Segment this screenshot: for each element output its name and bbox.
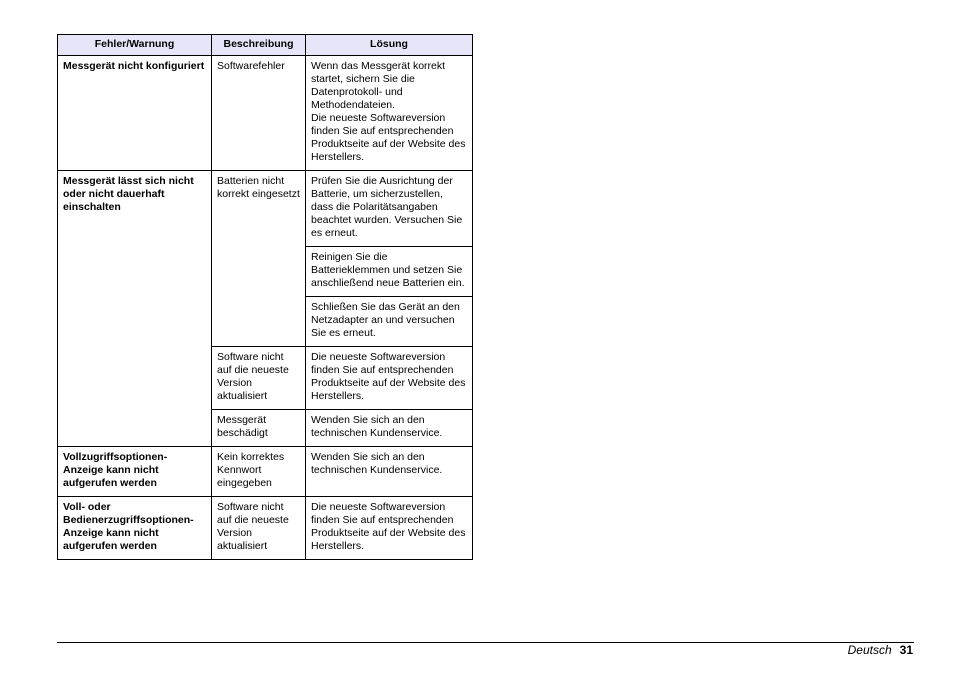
footer-divider — [57, 642, 914, 643]
page-number: 31 — [899, 643, 913, 657]
description-cell: Softwarefehler — [212, 56, 306, 171]
troubleshooting-table — [57, 34, 473, 560]
error-cell: Messgerät lässt sich nicht oder nicht dauerhaft einschalten — [58, 171, 212, 447]
footer-language: Deutsch — [847, 643, 892, 657]
table-row — [58, 447, 473, 497]
solution-cell: Die neueste Softwareversion finden Sie auf entsprechenden Produktseite auf der Website des Herstellers. — [306, 347, 473, 410]
description-cell: Software nicht auf die neueste Version aktualisiert — [212, 347, 306, 410]
table-row — [58, 171, 473, 247]
error-cell: Vollzugriffsoptionen-Anzeige kann nicht aufgerufen werden — [58, 447, 212, 497]
error-cell: Messgerät nicht konfiguriert — [58, 56, 212, 171]
table-row — [58, 56, 473, 171]
description-cell: Batterien nicht korrekt eingesetzt — [212, 171, 306, 347]
header-description: Beschreibung — [212, 35, 306, 56]
table-header-row — [58, 35, 473, 56]
header-error: Fehler/Warnung — [58, 35, 212, 56]
solution-cell: Wenn das Messgerät korrekt startet, sichern Sie die Datenprotokoll- und Methodendateien. Die neueste Softwareversion finden Sie auf entsprechenden Produktseite auf der Website des Herstellers. — [306, 56, 473, 171]
solution-cell: Reinigen Sie die Batterieklemmen und setzen Sie anschließend neue Batterien ein. — [306, 247, 473, 297]
header-solution: Lösung — [306, 35, 473, 56]
solution-cell: Schließen Sie das Gerät an den Netzadapter an und versuchen Sie es erneut. — [306, 297, 473, 347]
error-cell: Voll- oder Bedienerzugriffsoptionen-Anzeige kann nicht aufgerufen werden — [58, 497, 212, 560]
solution-cell: Wenden Sie sich an den technischen Kundenservice. — [306, 410, 473, 447]
solution-cell: Die neueste Softwareversion finden Sie auf entsprechenden Produktseite auf der Website des Herstellers. — [306, 497, 473, 560]
solution-cell: Prüfen Sie die Ausrichtung der Batterie, um sicherzustellen, dass die Polaritätsangaben beachtet wurden. Versuchen Sie es erneut. — [306, 171, 473, 247]
solution-cell: Wenden Sie sich an den technischen Kundenservice. — [306, 447, 473, 497]
description-cell: Messgerät beschädigt — [212, 410, 306, 447]
description-cell: Kein korrektes Kennwort eingegeben — [212, 447, 306, 497]
description-cell: Software nicht auf die neueste Version aktualisiert — [212, 497, 306, 560]
table-row — [58, 497, 473, 560]
page-footer — [848, 643, 913, 657]
